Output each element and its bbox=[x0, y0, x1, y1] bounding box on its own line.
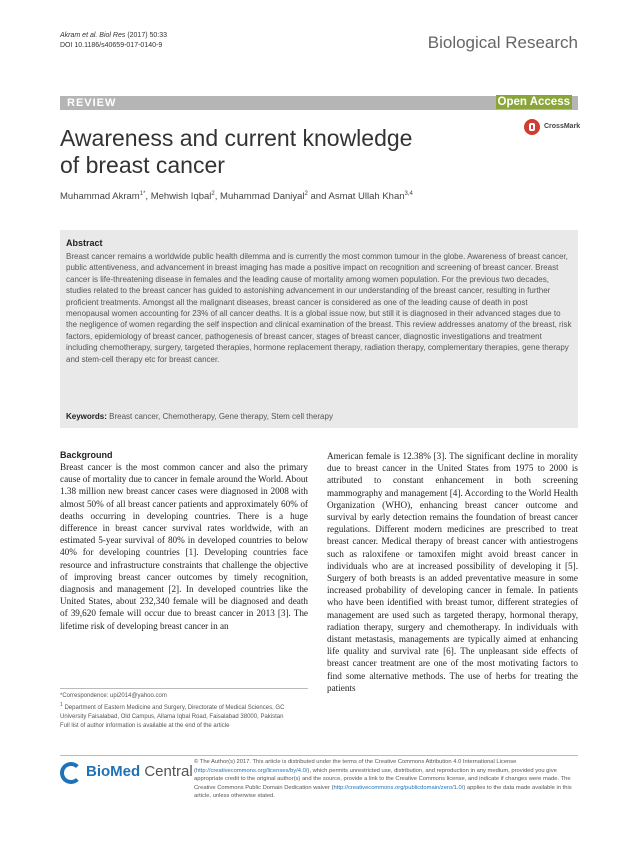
open-access-badge: Open Access bbox=[497, 96, 570, 108]
license-link-cc-by[interactable]: http://creativecommons.org/licenses/by/4.0/ bbox=[195, 767, 308, 774]
section-heading-background: Background bbox=[60, 450, 113, 460]
license-statement bbox=[194, 758, 578, 801]
affiliation-mark: 1 bbox=[60, 702, 63, 708]
crossmark-button[interactable] bbox=[524, 117, 581, 139]
footnote-divider bbox=[60, 688, 308, 689]
keywords-label: Keywords: bbox=[66, 412, 107, 421]
author-affiliation-mark: 2 bbox=[211, 191, 215, 197]
author-affiliation-mark: 3,4 bbox=[404, 191, 413, 197]
author-name[interactable]: Mehwish Iqbal bbox=[150, 191, 212, 203]
citation-year: (2017) 50:33 bbox=[125, 32, 168, 39]
crossmark-label: CrossMark bbox=[544, 123, 581, 130]
license-text-b: ), which permits unrestricted use, distribution, and reproduction in any medium, provided you give appropriate credit to the original author(s) and the source, provide a link to the Creative Commons license, and indicate if changes were made. The Creative Commons Public Domain Dedication waiver ( bbox=[194, 767, 571, 791]
body-column-left: Breast cancer is the most common cancer and also the primary cause of mortality due to cancer in female around the World. About 1.38 million new breast cancer cases were diagnosed in 2008 with almost 50% of all breast cancer patients and approximately 60% of deaths occurring in developing countries. There is a huge difference in breast cancer survival rates worldwide, with an estimated 5-year survival of 80% in developed countries to below 40% for developing countries [1]. Developing countries face resource and infrastructure constraints that challenge the objective of improving breast cancer outcomes by timely recognition, diagnosis and management [2]. In developed countries like the United States, about 232,340 female will be diagnosed and death of 39,620 female will occur due to breast cancer in 2013 [3]. The lifetime risk of developing breast cancer in an bbox=[60, 462, 308, 631]
biomed-central-wordmark bbox=[86, 763, 193, 780]
license-link-cc0[interactable]: http://creativecommons.org/publicdomain/zero/1.0/ bbox=[333, 784, 464, 791]
abstract-box bbox=[60, 230, 578, 428]
bmc-brand: BioMed bbox=[86, 763, 141, 780]
journal-name: Biological Research bbox=[427, 33, 578, 52]
biomed-central-icon bbox=[60, 762, 82, 784]
crossmark-icon bbox=[524, 119, 540, 135]
author-info-note: Full list of author information is available at the end of the article bbox=[60, 723, 230, 729]
author-separator: , bbox=[145, 191, 151, 203]
keywords bbox=[66, 412, 333, 421]
article-type-label: REVIEW bbox=[67, 97, 117, 109]
author-name[interactable]: Asmat Ullah Khan bbox=[328, 191, 405, 203]
citation-journal: et al. Biol Res bbox=[80, 32, 126, 39]
citation-authors: Akram bbox=[60, 32, 81, 39]
body-column-right: American female is 12.38% [3]. The significant decline in morality due to breast cancer in the United States from 1975 to 2000 is attributed to constant enhancement in both screening mammography and management [4]. According to the World Health Organization (WHO), enhancing breast cancer outcome and survival by early detection remains the foundation of breast cancer regulations. Different modern medicines are prescribed to treat breast cancer. Medical therapy of breast cancer with antiestrogens such as raloxifene or tamoxifen might avoid breast cancer in individuals who are at increased possibility of developing it [5]. Surgery of both breasts is an added preventative measure in some increased probability of developing cancer in female. In patients who have been identified with breast tumor, different strategies of management are used such as targeted therapy, hormonal therapy, radiation therapy, surgery and chemotherapy. In individuals with distant metastasis, managements are typically aimed at enhancing life quality and survival rate [6]. The unpleasant side effects of breast cancer treatment are one of the most motivating factors to find some alternative methods. The use of herbs for treating the patients bbox=[327, 451, 578, 693]
abstract-text: Breast cancer remains a worldwide public health dilemma and is currently the most common tumour in the globe. Awareness of breast cancer, public attentiveness, and advancement in breast imaging has made a positive impact on recognition and screening of breast cancer. Breast cancer is life-threatening disease in females and the leading cause of mortality among women population. For the previous two decades, studies related to the breast cancer has guided to astonishing advancement in our understanding of the breast cancer, resulting in further proficient treatments. Amongst all the malignant diseases, breast cancer is considered as one of the leading cause of death in post menopausal women accounting for 23% of all cancer deaths. It is a global issue now, but still it is diagnosed in their advanced stages due to the negligence of women regarding the self inspection and clinical examination of the breast. This review addresses anatomy of the breast, risk factors, epidemiology of breast cancer, pathogenesis of breast cancer, stages of breast cancer, diagnostic investigations and treatment including chemotherapy, surgery, targeted therapies, hormone replacement therapy, radiation therapy, complementary therapies, gene therapy and stem-cell therapy etc for breast cancer. bbox=[66, 252, 572, 364]
article-type-banner bbox=[60, 96, 578, 110]
author-name[interactable]: Muhammad Daniyal bbox=[220, 191, 305, 203]
footnotes bbox=[60, 692, 308, 731]
correspondence-note: *Correspondence: upi2014@yahoo.com bbox=[60, 693, 167, 699]
bmc-central: Central bbox=[140, 763, 193, 780]
author-separator: , bbox=[214, 191, 221, 203]
abstract-heading: Abstract bbox=[66, 238, 103, 248]
keywords-list: Breast cancer, Chemotherapy, Gene therapy, Stem cell therapy bbox=[109, 412, 333, 421]
footer-divider bbox=[60, 755, 578, 756]
license-text-a: © The Author(s) 2017. This article is distributed under the terms of the Creative Commons Attribution 4.0 International License ( bbox=[194, 759, 517, 774]
citation-line bbox=[60, 31, 167, 41]
author-and: and bbox=[307, 191, 329, 203]
author-affiliation-mark: 2 bbox=[304, 191, 308, 197]
affiliation-text: Department of Eastern Medicine and Surgery, Directorate of Medical Sciences, GC University Faisalabad, Old Campus, Allama Iqbal Road, Faisalabad 38000, Pakistan bbox=[60, 705, 285, 720]
author-name[interactable]: Muhammad Akram bbox=[60, 191, 140, 203]
title-line-1: Awareness and current knowledge bbox=[60, 125, 413, 151]
title-line-2: of breast cancer bbox=[60, 152, 225, 178]
doi[interactable]: DOI 10.1186/s40659-017-0140-9 bbox=[60, 42, 163, 49]
license-text-c: ) applies to the data made available in this article, unless otherwise stated. bbox=[194, 784, 572, 800]
author-affiliation-mark: 1* bbox=[139, 191, 146, 197]
author-list bbox=[60, 191, 413, 202]
affiliation-note bbox=[60, 701, 308, 722]
biomed-central-logo[interactable] bbox=[60, 761, 193, 785]
article-title bbox=[60, 125, 480, 179]
citation-header bbox=[60, 31, 167, 51]
